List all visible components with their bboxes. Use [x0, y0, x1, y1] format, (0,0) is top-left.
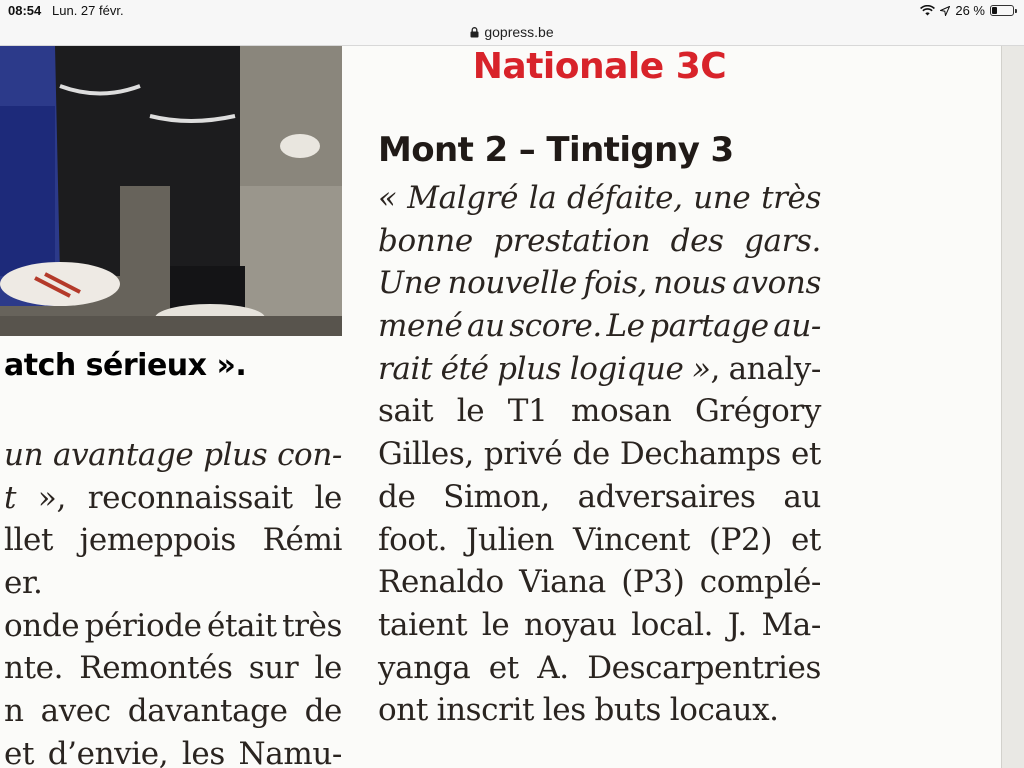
text-word: Renaldo — [378, 564, 504, 601]
left-column-text — [4, 434, 342, 768]
text-word: foot. — [378, 521, 448, 558]
text-word: taient — [378, 606, 468, 643]
article-page — [0, 46, 1001, 768]
text-word: partage — [649, 308, 769, 345]
text-word: Une — [378, 265, 442, 302]
text-line — [378, 262, 821, 305]
text-word: nouvelle — [447, 265, 577, 302]
text-word: de — [304, 693, 342, 730]
text-word: avons — [732, 265, 821, 302]
text-line — [4, 647, 342, 690]
text-word: t — [4, 479, 17, 516]
text-word — [692, 348, 720, 391]
text-word: noyau — [524, 606, 617, 643]
match-title: Mont 2 – Tintigny 3 — [378, 130, 734, 170]
text-word: (P3) — [621, 564, 685, 601]
text-word: Viana — [519, 564, 606, 601]
text-word: d’envie, — [47, 735, 169, 768]
text-word: sur — [248, 650, 299, 687]
text-word: les — [181, 735, 225, 768]
status-time: 08:54 — [8, 3, 42, 18]
text-word: logique — [569, 350, 684, 387]
text-word: de — [378, 478, 416, 515]
text-line — [4, 562, 342, 605]
text-line — [378, 476, 821, 519]
text-word: nte. — [4, 650, 64, 687]
text-word: été — [440, 350, 489, 387]
text-word: yanga — [378, 649, 471, 686]
text-word: le — [481, 606, 510, 643]
text-word: » — [691, 350, 711, 387]
text-word: période — [84, 607, 202, 644]
text-word: privé — [483, 436, 563, 473]
wifi-icon — [920, 5, 935, 16]
lock-icon — [470, 27, 479, 38]
section-title: Nationale 3C — [472, 46, 727, 87]
text-word: plus — [203, 437, 268, 473]
text-word: n — [4, 693, 24, 730]
text-line — [378, 390, 821, 433]
status-date: Lun. 27 févr. — [52, 3, 124, 18]
url-text[interactable]: gopress.be — [484, 24, 554, 40]
text-word: Namu- — [238, 735, 342, 768]
left-column-headline: atch sérieux ». — [4, 348, 247, 383]
text-word: ont — [378, 692, 428, 729]
text-word: er. — [4, 565, 43, 602]
text-word: avec — [40, 693, 111, 730]
text-word: Vincent — [572, 521, 691, 558]
text-word: et — [4, 735, 35, 768]
text-word: rait — [378, 350, 433, 387]
text-word: , — [710, 350, 721, 387]
text-word: buts — [594, 692, 662, 729]
text-word: Julien — [465, 521, 555, 558]
text-word: très — [761, 180, 821, 216]
text-line — [4, 477, 342, 520]
text-word: était — [207, 607, 277, 644]
text-word: le — [456, 393, 485, 430]
text-word: analy- — [728, 350, 821, 387]
status-indicators — [920, 3, 1014, 18]
text-line — [4, 605, 342, 648]
text-word: les — [542, 692, 586, 729]
text-word: avantage — [52, 437, 194, 473]
text-word: Remontés — [79, 650, 233, 687]
text-line — [4, 519, 342, 562]
text-word: bonne — [378, 222, 473, 259]
text-line — [4, 733, 342, 768]
battery-level — [992, 7, 997, 14]
text-word: con- — [277, 437, 342, 473]
text-word: (P2) — [708, 521, 773, 558]
text-word: gars. — [744, 222, 821, 259]
text-word: complé- — [699, 564, 821, 601]
text-word: local. — [631, 606, 714, 643]
text-word: Malgré — [407, 180, 519, 216]
text-word: A. — [537, 649, 569, 686]
text-word: et — [790, 436, 821, 473]
text-word: le — [314, 479, 342, 516]
text-word: Le — [606, 308, 645, 345]
text-word: mené — [378, 308, 463, 345]
text-word: au — [783, 478, 821, 515]
text-word: davantage — [127, 693, 288, 730]
text-word: jemeppois — [79, 522, 236, 559]
text-line — [378, 348, 821, 391]
battery-icon — [990, 5, 1014, 16]
text-line — [378, 519, 821, 562]
text-word: fois, — [583, 265, 648, 302]
text-word: onde — [4, 607, 80, 644]
text-word: adversaires — [577, 478, 756, 515]
text-word: un — [4, 437, 44, 473]
text-word: nous — [653, 265, 727, 302]
text-line — [4, 434, 342, 477]
text-word: une — [693, 180, 751, 216]
text-line — [378, 220, 821, 263]
text-word: Ma- — [761, 606, 821, 643]
text-word: inscrit — [436, 692, 535, 729]
text-word: et — [488, 649, 519, 686]
text-word: J. — [727, 606, 747, 643]
right-column-text — [378, 177, 821, 732]
text-word: Dechamps — [619, 436, 781, 473]
battery-percent: 26 % — [955, 3, 985, 18]
text-word: au- — [773, 308, 821, 345]
address-bar[interactable] — [0, 22, 1024, 46]
text-word: et — [790, 521, 821, 558]
text-word: », — [37, 479, 66, 516]
text-word: mosan — [570, 393, 672, 430]
text-line — [378, 647, 821, 690]
text-word: sait — [378, 393, 434, 430]
text-line — [378, 177, 821, 220]
text-word: des — [670, 222, 724, 259]
text-word: Simon, — [443, 478, 550, 515]
text-word: défaite, — [567, 180, 683, 216]
text-word: score. — [509, 308, 602, 345]
text-line — [378, 433, 821, 476]
text-word: plus — [497, 350, 562, 387]
text-word: llet — [4, 522, 54, 559]
text-line — [378, 689, 821, 732]
text-word: « — [378, 180, 397, 216]
text-line — [378, 305, 821, 348]
text-word: la — [528, 180, 557, 216]
text-word: T1 — [507, 393, 548, 430]
text-word: locaux. — [669, 692, 779, 729]
text-word: le — [314, 650, 342, 687]
article-photo — [0, 46, 342, 336]
text-word: Grégory — [694, 393, 821, 430]
text-line — [4, 690, 342, 733]
text-line — [378, 604, 821, 647]
text-word: au — [467, 308, 505, 345]
text-word: reconnaissait — [87, 479, 293, 516]
text-word: de — [572, 436, 610, 473]
status-bar — [0, 0, 1024, 22]
text-word: très — [282, 607, 342, 644]
text-word: Descarpentries — [587, 649, 821, 686]
text-word: Rémi — [262, 522, 342, 559]
text-word: Gilles, — [378, 436, 474, 473]
page-edge — [1001, 46, 1024, 768]
location-arrow-icon — [940, 6, 950, 16]
text-line — [378, 561, 821, 604]
text-word: prestation — [493, 222, 651, 259]
